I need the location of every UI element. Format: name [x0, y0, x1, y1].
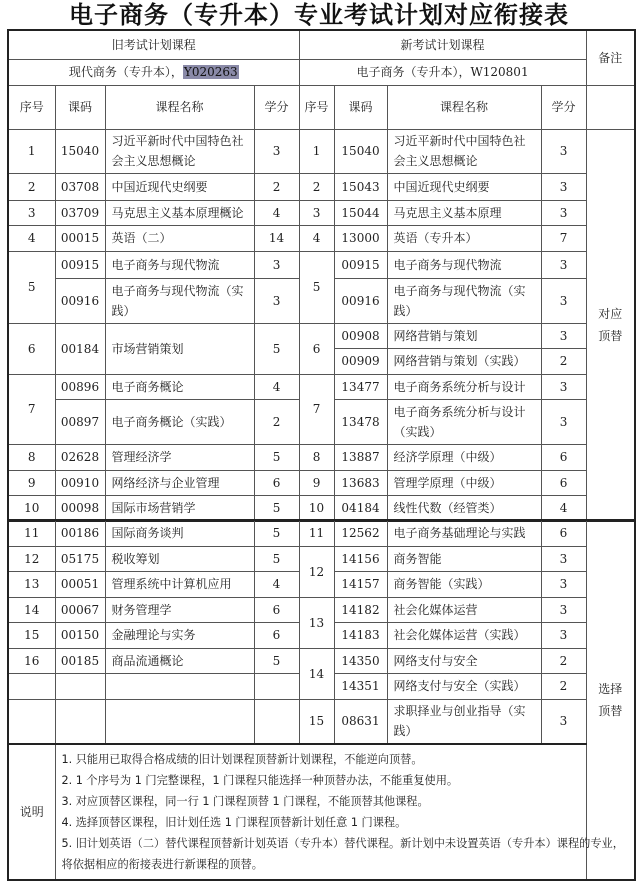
new-seq: 5	[299, 251, 334, 323]
note-item: 2. 1 个序号为 1 门完整课程，1 门课程只能选择一种顶替办法，不能重复使用。	[61, 774, 459, 787]
new-code: 13887	[334, 444, 387, 470]
old-code: 00184	[55, 323, 105, 374]
table-row	[8, 699, 635, 744]
new-credit: 2	[541, 673, 586, 699]
new-credit: 3	[541, 323, 586, 348]
group-corresponding: 对应顶替	[586, 129, 635, 521]
old-seq: 16	[8, 648, 55, 673]
old-name: 商品流通概论	[105, 648, 254, 673]
table-row	[8, 323, 635, 348]
old-name: 金融理论与实务	[105, 622, 254, 648]
old-seq: 11	[8, 520, 55, 546]
old-major-code: Y020263	[183, 65, 238, 79]
new-code: 04184	[334, 495, 387, 521]
new-code: 12562	[334, 520, 387, 546]
new-seq: 14	[299, 648, 334, 699]
old-credit: 14	[254, 225, 299, 251]
old-credit: 2	[254, 173, 299, 200]
table-row	[8, 225, 635, 251]
new-code: 08631	[334, 699, 387, 744]
new-credit: 6	[541, 444, 586, 470]
blank-cell	[8, 673, 55, 699]
new-name: 电子商务系统分析与设计（实践）	[387, 399, 541, 444]
table-row	[8, 470, 635, 495]
old-name: 网络经济与企业管理	[105, 470, 254, 495]
col-credit: 学分	[254, 85, 299, 129]
new-credit: 3	[541, 173, 586, 200]
new-credit: 3	[541, 699, 586, 744]
old-name: 电子商务与现代物流	[105, 251, 254, 278]
table-row	[8, 374, 635, 399]
old-code: 00915	[55, 251, 105, 278]
old-seq: 3	[8, 200, 55, 225]
old-credit: 5	[254, 648, 299, 673]
old-name: 国际市场营销学	[105, 495, 254, 521]
col-code: 课码	[55, 85, 105, 129]
new-code: 13478	[334, 399, 387, 444]
new-credit: 2	[541, 348, 586, 374]
notes-row	[8, 744, 635, 880]
new-name: 线性代数（经管类）	[387, 495, 541, 521]
new-seq: 13	[299, 597, 334, 648]
new-name: 网络营销与策划（实践）	[387, 348, 541, 374]
group-optional: 选择顶替	[586, 520, 635, 880]
old-name: 管理系统中计算机应用	[105, 571, 254, 597]
old-credit: 6	[254, 622, 299, 648]
new-credit: 7	[541, 225, 586, 251]
new-name: 电子商务与现代物流（实践）	[387, 278, 541, 323]
col-remark-blank	[586, 85, 635, 129]
blank-cell	[254, 673, 299, 699]
new-name: 电子商务系统分析与设计	[387, 374, 541, 399]
old-seq: 13	[8, 571, 55, 597]
new-seq: 4	[299, 225, 334, 251]
old-credit: 5	[254, 323, 299, 374]
old-code: 00185	[55, 648, 105, 673]
old-seq: 7	[8, 374, 55, 444]
remark-header: 备注	[586, 30, 635, 85]
course-mapping-table-optional	[7, 519, 636, 881]
new-seq: 3	[299, 200, 334, 225]
blank-cell	[105, 699, 254, 744]
page-title: 电子商务（专升本）专业考试计划对应衔接表	[69, 1, 569, 29]
new-seq: 9	[299, 470, 334, 495]
old-credit: 6	[254, 470, 299, 495]
new-name: 商务智能（实践）	[387, 571, 541, 597]
new-credit: 3	[541, 251, 586, 278]
old-code: 05175	[55, 546, 105, 571]
old-name: 国际商务谈判	[105, 520, 254, 546]
old-seq: 6	[8, 323, 55, 374]
old-name: 习近平新时代中国特色社会主义思想概论	[105, 129, 254, 173]
new-credit: 3	[541, 278, 586, 323]
table-row	[8, 444, 635, 470]
col-new-name: 课程名称	[387, 85, 541, 129]
old-name: 管理经济学	[105, 444, 254, 470]
new-code: 14156	[334, 546, 387, 571]
new-name: 习近平新时代中国特色社会主义思想概论	[387, 129, 541, 173]
old-code: 00896	[55, 374, 105, 399]
old-seq: 12	[8, 546, 55, 571]
new-code: 14350	[334, 648, 387, 673]
new-name: 中国近现代史纲要	[387, 173, 541, 200]
old-name: 市场营销策划	[105, 323, 254, 374]
new-name: 网络营销与策划	[387, 323, 541, 348]
new-seq: 1	[299, 129, 334, 173]
old-credit: 5	[254, 444, 299, 470]
new-name: 社会化媒体运营	[387, 597, 541, 622]
old-name: 财务管理学	[105, 597, 254, 622]
new-major: 电子商务（专升本），W120801	[299, 59, 586, 85]
blank-cell	[55, 699, 105, 744]
new-code: 15043	[334, 173, 387, 200]
old-seq: 10	[8, 495, 55, 521]
table-row	[8, 546, 635, 571]
new-code: 15040	[334, 129, 387, 173]
new-plan-header: 新考试计划课程	[299, 30, 586, 59]
old-seq: 15	[8, 622, 55, 648]
old-name: 英语（二）	[105, 225, 254, 251]
old-credit: 5	[254, 520, 299, 546]
new-credit: 3	[541, 399, 586, 444]
new-code: 00908	[334, 323, 387, 348]
blank-cell	[105, 673, 254, 699]
new-name: 网络支付与安全（实践）	[387, 673, 541, 699]
new-code: 13683	[334, 470, 387, 495]
old-code: 00098	[55, 495, 105, 521]
new-credit: 3	[541, 622, 586, 648]
note-item: 1. 只能用已取得合格成绩的旧计划课程顶替新计划课程，不能逆向顶替。	[61, 753, 423, 766]
old-name: 电子商务概论（实践）	[105, 399, 254, 444]
new-code: 14351	[334, 673, 387, 699]
new-credit: 2	[541, 648, 586, 673]
table-row	[8, 495, 635, 521]
new-name: 电子商务与现代物流	[387, 251, 541, 278]
new-seq: 6	[299, 323, 334, 374]
old-credit: 4	[254, 571, 299, 597]
new-seq: 2	[299, 173, 334, 200]
old-code: 15040	[55, 129, 105, 173]
new-code: 13000	[334, 225, 387, 251]
note-item: 5. 旧计划英语（二）替代课程顶替新计划英语（专升本）替代课程。新计划中未设置英语（专升本）课程的专业，将依据相应的衔接表进行新课程的顶替。	[61, 837, 624, 871]
new-credit: 3	[541, 200, 586, 225]
old-seq: 1	[8, 129, 55, 173]
new-seq: 8	[299, 444, 334, 470]
old-seq: 8	[8, 444, 55, 470]
new-name: 商务智能	[387, 546, 541, 571]
old-credit: 6	[254, 597, 299, 622]
new-code: 13477	[334, 374, 387, 399]
new-seq: 11	[299, 520, 334, 546]
new-credit: 3	[541, 129, 586, 173]
old-code: 03709	[55, 200, 105, 225]
notes-label: 说明	[8, 744, 55, 880]
new-credit: 3	[541, 546, 586, 571]
blank-cell	[254, 699, 299, 744]
old-major-name: 现代商务（专升本），	[68, 65, 183, 79]
new-credit: 3	[541, 597, 586, 622]
table-row	[8, 520, 635, 546]
col-new-code: 课码	[334, 85, 387, 129]
old-code: 00067	[55, 597, 105, 622]
old-name: 中国近现代史纲要	[105, 173, 254, 200]
old-credit: 3	[254, 129, 299, 173]
table-row	[8, 648, 635, 673]
table-row	[8, 173, 635, 200]
note-item: 3. 对应顶替区课程，同一行 1 门课程顶替 1 门课程，不能顶替其他课程。	[61, 795, 429, 808]
old-seq: 14	[8, 597, 55, 622]
table-row	[8, 251, 635, 278]
old-credit: 5	[254, 495, 299, 521]
col-new-seq: 序号	[299, 85, 334, 129]
old-credit: 4	[254, 200, 299, 225]
old-seq: 2	[8, 173, 55, 200]
new-code: 14182	[334, 597, 387, 622]
old-name: 电子商务与现代物流（实践）	[105, 278, 254, 323]
new-name: 网络支付与安全	[387, 648, 541, 673]
old-seq: 4	[8, 225, 55, 251]
new-code: 00916	[334, 278, 387, 323]
new-seq: 12	[299, 546, 334, 597]
new-name: 英语（专升本）	[387, 225, 541, 251]
col-seq: 序号	[8, 85, 55, 129]
col-name: 课程名称	[105, 85, 254, 129]
new-credit: 4	[541, 495, 586, 521]
new-name: 经济学原理（中级）	[387, 444, 541, 470]
new-code: 15044	[334, 200, 387, 225]
old-name: 电子商务概论	[105, 374, 254, 399]
old-credit: 5	[254, 546, 299, 571]
new-credit: 6	[541, 470, 586, 495]
new-name: 社会化媒体运营（实践）	[387, 622, 541, 648]
old-code: 00897	[55, 399, 105, 444]
new-code: 00915	[334, 251, 387, 278]
old-code: 02628	[55, 444, 105, 470]
old-credit: 4	[254, 374, 299, 399]
table-row	[8, 200, 635, 225]
old-major	[8, 59, 299, 85]
new-code: 00909	[334, 348, 387, 374]
old-seq: 5	[8, 251, 55, 323]
blank-cell	[55, 673, 105, 699]
new-code: 14157	[334, 571, 387, 597]
col-new-credit: 学分	[541, 85, 586, 129]
old-code: 00150	[55, 622, 105, 648]
old-code: 03708	[55, 173, 105, 200]
blank-cell	[8, 699, 55, 744]
new-seq: 15	[299, 699, 334, 744]
old-credit: 3	[254, 251, 299, 278]
new-name: 求职择业与创业指导（实践）	[387, 699, 541, 744]
old-credit: 3	[254, 278, 299, 323]
course-mapping-table	[7, 29, 636, 522]
old-name: 马克思主义基本原理概论	[105, 200, 254, 225]
old-plan-header: 旧考试计划课程	[8, 30, 299, 59]
old-code: 00186	[55, 520, 105, 546]
old-credit: 2	[254, 399, 299, 444]
new-seq: 10	[299, 495, 334, 521]
notes-content	[55, 744, 635, 880]
table-row	[8, 129, 635, 173]
new-name: 马克思主义基本原理	[387, 200, 541, 225]
new-seq: 7	[299, 374, 334, 444]
old-code: 00015	[55, 225, 105, 251]
old-seq: 9	[8, 470, 55, 495]
new-code: 14183	[334, 622, 387, 648]
table-row	[8, 597, 635, 622]
new-name: 电子商务基础理论与实践	[387, 520, 541, 546]
old-code: 00051	[55, 571, 105, 597]
note-item: 4. 选择顶替区课程，旧计划任选 1 门课程顶替新计划任意 1 门课程。	[61, 816, 407, 829]
old-code: 00916	[55, 278, 105, 323]
new-credit: 3	[541, 571, 586, 597]
old-name: 税收筹划	[105, 546, 254, 571]
new-credit: 3	[541, 374, 586, 399]
new-credit: 6	[541, 520, 586, 546]
new-name: 管理学原理（中级）	[387, 470, 541, 495]
old-code: 00910	[55, 470, 105, 495]
